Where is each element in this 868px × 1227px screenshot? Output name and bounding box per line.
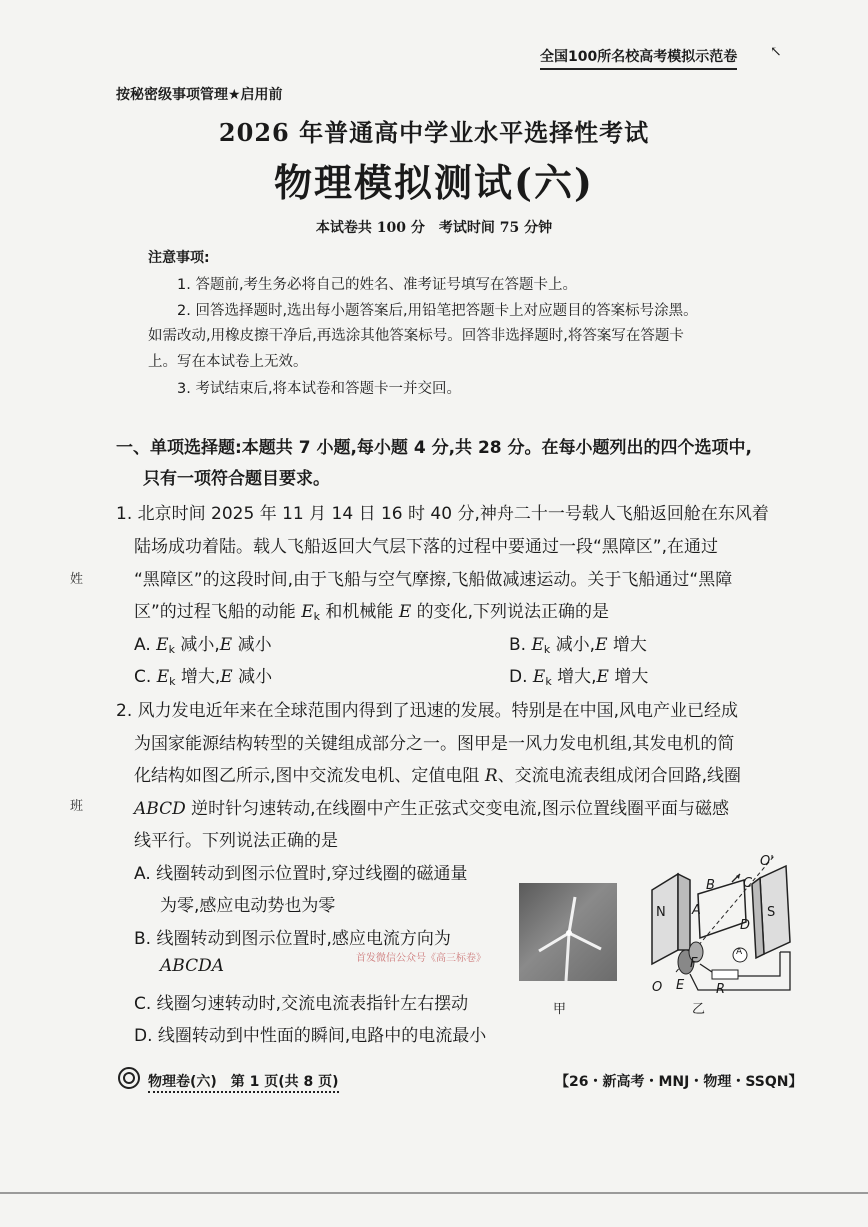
fig-label: O' — [760, 854, 774, 869]
q1-line: 区”的过程飞船的动能 $E_k$ 和机械能 E 的变化,下列说法正确的是 — [134, 602, 610, 623]
notice-item: 2. 回答选择题时,选出每小题答案后,用铅笔把答题卡上对应题目的答案标号涂黑。 — [177, 303, 698, 319]
q1-option-b: B. $E_k$ 减小,E 增大 — [509, 635, 647, 656]
q1-line: “黑障区”的这段时间,由于飞船与空气摩擦,飞船做减速运动。关于飞船通过“黑障 — [134, 570, 733, 590]
q1-option-d: D. $E_k$ 增大,E 增大 — [509, 667, 649, 688]
q2-option-b: B. 线圈转动到图示位置时,感应电流方向为 — [134, 929, 451, 949]
page-bottom-edge — [0, 1192, 868, 1194]
q1-line: 陆场成功着陆。载人飞船返回大气层下落的过程中要通过一段“黑障区”,在通过 — [134, 537, 719, 557]
caption-jia: 甲 — [553, 1002, 567, 1017]
notice-item: 1. 答题前,考生务必将自己的姓名、准考证号填写在答题卡上。 — [177, 277, 578, 293]
q2-option-d: D. 线圈转动到中性面的瞬间,电路中的电流最小 — [134, 1026, 487, 1046]
fig-label: B — [706, 878, 715, 893]
margin-mark: 姓 — [70, 572, 84, 587]
generator-diagram — [640, 852, 810, 1002]
score-info: 本试卷共 100 分 考试时间 75 分钟 — [315, 220, 553, 236]
q2-line: 化结构如图乙所示,图中交流发电机、定值电阻 R、交流电流表组成闭合回路,线圈 — [134, 766, 742, 786]
section-heading: 一、单项选择题:本题共 7 小题,每小题 4 分,共 28 分。在每小题列出的四个选项中, — [116, 438, 752, 458]
fig-label: D — [740, 918, 751, 933]
margin-mark: 班 — [70, 799, 84, 814]
caption-yi: 乙 — [692, 1002, 706, 1017]
notice-item: 3. 考试结束后,将本试卷和答题卡一并交回。 — [177, 381, 462, 397]
ammeter-label: A — [736, 947, 743, 957]
corner-arrow-icon: ↖ — [770, 44, 782, 60]
q1-line: 1. 北京时间 2025 年 11 月 14 日 16 时 40 分,神舟二十一号载人飞船返回舱在东风着 — [116, 504, 769, 524]
q2-option-a: A. 线圈转动到图示位置时,穿过线圈的磁通量 — [134, 864, 468, 884]
q2-line: 为国家能源结构转型的关键组成部分之一。图甲是一风力发电机组,其发电机的简 — [134, 734, 735, 754]
watermark: 首发微信公众号《高三标卷》 — [356, 953, 486, 964]
q2-line: 2. 风力发电近年来在全球范围内得到了迅速的发展。特别是在中国,风电产业已经成 — [116, 701, 739, 721]
subject-title: 物理模拟测试(六) — [274, 160, 594, 205]
notice-item: 如需改动,用橡皮擦干净后,再选涂其他答案标号。回答非选择题时,将答案写在答题卡 — [148, 328, 684, 344]
q2-line: 线平行。下列说法正确的是 — [134, 831, 338, 851]
series-title: 全国100所名校高考模拟示范卷 — [540, 46, 737, 70]
page-footer-right: 【26・新高考・MNJ・物理・SSQN】 — [555, 1074, 803, 1090]
publisher-logo-icon — [118, 1067, 140, 1089]
q2-option-b-cont: ABCDA — [160, 956, 224, 976]
fig-label: S — [767, 905, 776, 920]
fig-label: A — [692, 903, 701, 918]
notice-title: 注意事项: — [148, 250, 210, 266]
fig-label: N — [656, 905, 666, 920]
fig-label: E — [676, 978, 685, 993]
secret-label: 按秘密级事项管理★启用前 — [116, 87, 283, 103]
q2-option-a-cont: 为零,感应电动势也为零 — [160, 896, 336, 916]
section-heading-cont: 只有一项符合题目要求。 — [143, 469, 330, 489]
wind-turbine-icon — [519, 883, 617, 981]
q1-option-c: C. $E_k$ 增大,E 减小 — [134, 667, 273, 688]
page-footer-left: 物理卷(六) 第 1 页(共 8 页) — [148, 1071, 339, 1093]
q1-option-a: A. $E_k$ 减小,E 减小 — [134, 635, 272, 656]
exam-title: 2026 年普通高中学业水平选择性考试 — [218, 118, 650, 147]
q2-option-c: C. 线圈匀速转动时,交流电流表指针左右摆动 — [134, 994, 469, 1014]
fig-label: C — [743, 876, 753, 891]
q2-line: ABCD 逆时针匀速转动,在线圈中产生正弦式交变电流,图示位置线圈平面与磁感 — [134, 799, 729, 819]
fig-label: F — [690, 956, 698, 971]
fig-label: O — [652, 980, 663, 995]
fig-label: R — [716, 982, 726, 997]
notice-item: 上。写在本试卷上无效。 — [148, 354, 308, 370]
wind-turbine-photo — [519, 883, 617, 981]
